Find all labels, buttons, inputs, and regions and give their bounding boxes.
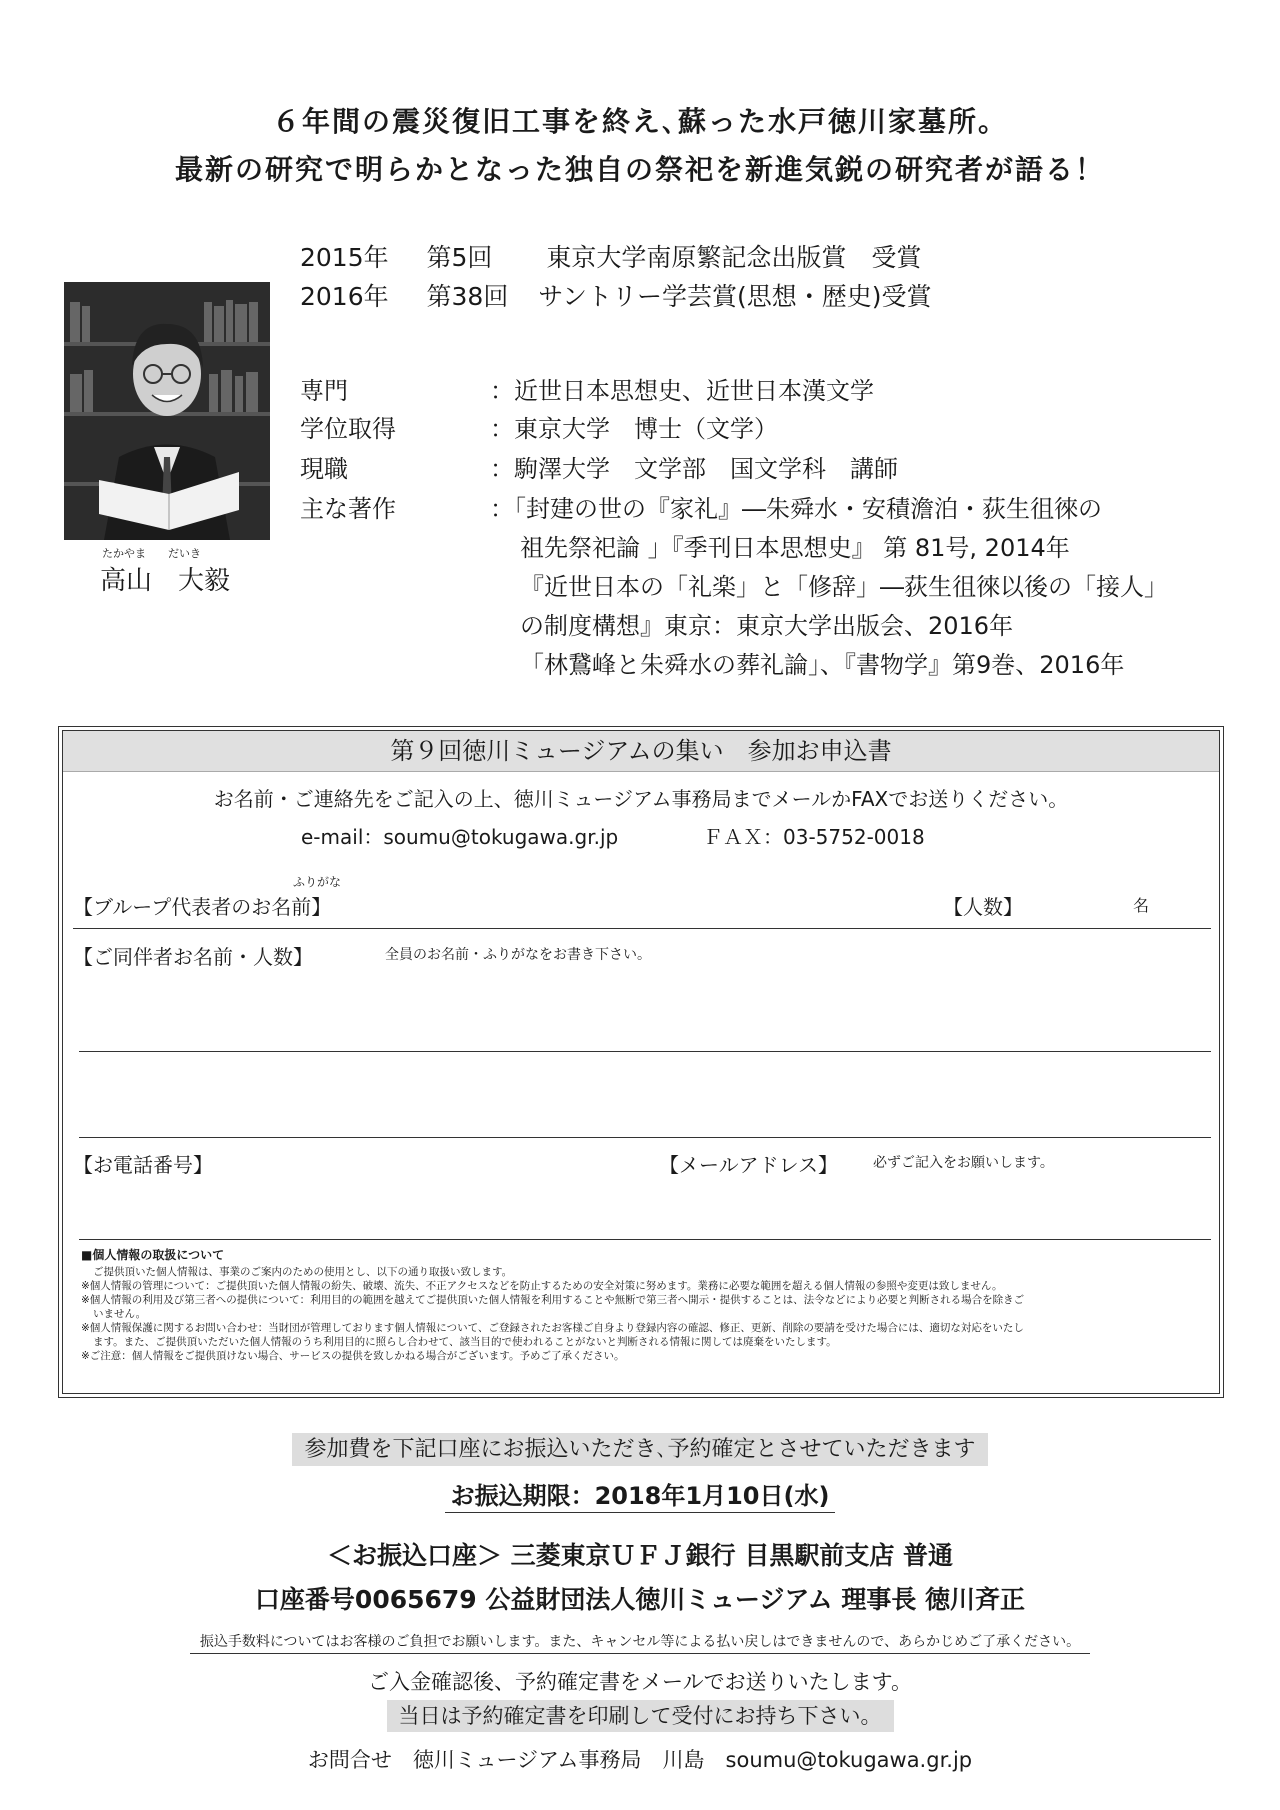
award-year: 2015年 xyxy=(300,243,389,272)
profile-row xyxy=(300,372,874,410)
account-line-1: ＜お振込口座＞ 三菱東京ＵＦＪ銀行 目黒駅前支店 普通 xyxy=(326,1541,954,1570)
mail-note: 必ずご記入をお願いします。 xyxy=(873,1155,1054,1171)
profile-value: ：「封建の世の『家礼』―朱舜水・安積澹泊・荻生徂徠の xyxy=(490,495,1102,523)
profile-row xyxy=(300,490,1102,528)
award-2015 xyxy=(300,238,921,274)
contact-line[interactable] xyxy=(79,1239,1211,1240)
privacy-line: ※ご注意：個人情報をご提供頂けない場合、サービスの提供を致しかねる場合がございます。予めご了承ください。 xyxy=(81,1350,625,1362)
form-instruction: お名前・ご連絡先をご記入の上、徳川ミュージアム事務局までメールかFAXでお送りください。 xyxy=(213,787,1069,811)
privacy-line: ご提供頂いた個人情報は、事業のご案内のための使用とし、以下の通り取扱い致します。 xyxy=(93,1266,513,1278)
privacy-line: ※個人情報保護に関するお問い合わせ：当財団が管理しております個人情報について、ご登録されたお客様ご自身より登録内容の確認、修正、更新、削除の要請を受けた場合には、適切な対応をいたし xyxy=(81,1322,1024,1334)
companion-note: 全員のお名前・ふりがなをお書き下さい。 xyxy=(385,947,651,963)
fee-note-row xyxy=(0,1631,1280,1651)
work-line: の制度構想』東京：東京大学出版会、2016年 xyxy=(520,612,1014,640)
work-line: 祖先祭祀論 」『季刊日本思想史』 第 81号, 2014年 xyxy=(520,534,1070,562)
headline-line-1: ６年間の震災復旧工事を終え､蘇った水戸徳川家墓所。 xyxy=(271,105,1008,138)
award-name: 東京大学南原繁記念出版賞 受賞 xyxy=(546,243,922,272)
contact-line[interactable]: お問合せ 徳川ミュージアム事務局 川島 soumu@tokugawa.gr.jp xyxy=(307,1748,973,1772)
speaker-ruby-family: たかやま xyxy=(102,547,146,560)
payment-notice-row xyxy=(0,1432,1280,1463)
confirm-line-2-row xyxy=(0,1700,1280,1730)
rep-name-label: 【ブループ代表者のお名前】 xyxy=(73,895,332,919)
award-year: 2016年 xyxy=(300,282,389,311)
companion-label: 【ご同伴者お名前・人数】 xyxy=(73,945,313,969)
mail-label: 【メールアドレス】 xyxy=(659,1153,838,1177)
privacy-title: ■個人情報の取扱について xyxy=(81,1248,225,1262)
payment-notice: 参加費を下記口座にお振込いただき､予約確定とさせていただきます xyxy=(292,1433,987,1466)
confirm-line-2: 当日は予約確定書を印刷して受付にお持ち下さい。 xyxy=(387,1700,894,1732)
application-form xyxy=(62,730,1220,1394)
speaker-ruby-given: だいき xyxy=(168,547,201,560)
form-fax: ＦＡＸ：03-5752-0018 xyxy=(703,825,925,849)
profile-label: 専門 xyxy=(300,377,348,405)
phone-label: 【お電話番号】 xyxy=(73,1153,213,1177)
work-line: 『近世日本の「礼楽」と「修辞」―荻生徂徠以後の「接人」 xyxy=(520,573,1168,601)
form-email[interactable]: e-mail：soumu@tokugawa.gr.jp xyxy=(301,825,619,849)
profile-row xyxy=(300,410,778,448)
award-count: 第5回 xyxy=(426,243,493,272)
award-name: サントリー学芸賞(思想・歴史)受賞 xyxy=(538,282,932,311)
privacy-line: いません。 xyxy=(93,1308,147,1320)
work-line: 「林鵞峰と朱舜水の葬礼論」、『書物学』第9巻、2016年 xyxy=(520,651,1125,679)
speaker-photo xyxy=(64,282,270,540)
profile-label: 主な著作 xyxy=(300,495,396,523)
profile-value: ：近世日本思想史、近世日本漢文学 xyxy=(490,377,874,405)
award-count: 第38回 xyxy=(426,282,509,311)
payment-deadline: お振込期限：2018年1月10日(水) xyxy=(445,1482,836,1513)
people-count-label: 【人数】 xyxy=(943,895,1023,919)
people-unit: 名 xyxy=(1133,896,1150,915)
profile-value: ：駒澤大学 文学部 国文学科 講師 xyxy=(490,455,898,483)
payment-deadline-row xyxy=(0,1476,1280,1511)
speaker-given-name: 大毅 xyxy=(178,566,231,596)
companion-line-1[interactable] xyxy=(79,1051,1211,1052)
companion-line-2[interactable] xyxy=(79,1137,1211,1138)
form-title: 第９回徳川ミュージアムの集い 参加お申込書 xyxy=(63,731,1219,772)
fee-note: 振込手数料についてはお客様のご負担でお願いします。また、キャンセル等による払い戻しはできませんので、あらかじめご了承ください。 xyxy=(190,1634,1090,1654)
speaker-family-name: 高山 xyxy=(100,566,153,596)
rep-name-line[interactable] xyxy=(73,928,1211,929)
privacy-line: ※個人情報の管理について：ご提供頂いた個人情報の紛失、破壊、流失、不正アクセスなどを防止するための安全対策に努めます。業務に必要な範囲を超える個人情報の参照や変更は致しません。 xyxy=(81,1280,1003,1292)
confirm-line-1: ご入金確認後、予約確定書をメールでお送りいたします。 xyxy=(368,1670,912,1694)
headline-line-2: 最新の研究で明らかとなった独自の祭祀を新進気鋭の研究者が語る！ xyxy=(174,153,1105,186)
privacy-line: ます。また、ご提供頂いただいた個人情報のうち利用目的に照らし合わせて、該当目的で使われることがないと判断される情報に関しては廃棄をいたします。 xyxy=(93,1336,837,1348)
speaker-photo-illustration xyxy=(64,282,270,540)
profile-value: ：東京大学 博士（文学） xyxy=(490,415,778,443)
award-2016 xyxy=(300,277,932,313)
profile-label: 現職 xyxy=(300,455,348,483)
furigana-label: ふりがな xyxy=(293,875,342,889)
account-line-2: 口座番号0065679 公益財団法人徳川ミュージアム 理事長 徳川斉正 xyxy=(254,1585,1026,1614)
profile-label: 学位取得 xyxy=(300,415,396,443)
profile-row xyxy=(300,450,898,488)
privacy-line: ※個人情報の利用及び第三者への提供について：利用目的の範囲を越えてご提供頂いた個人情報を利用することや無断で第三者へ開示・提供することは、法令などにより必要と判断される場合を除きご xyxy=(81,1294,1025,1306)
